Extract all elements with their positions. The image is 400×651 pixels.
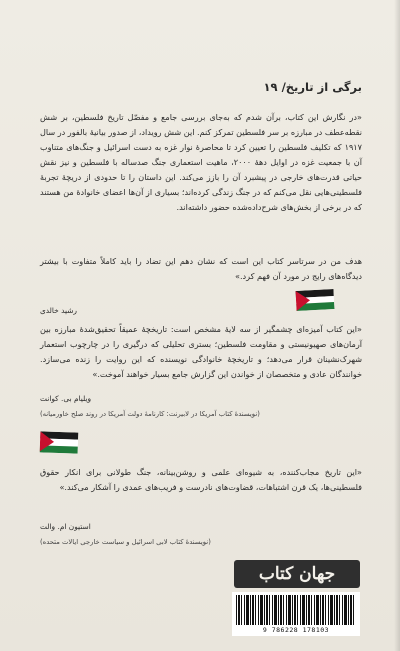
reviewer-credential-walt: (نویسندهٔ کتاب لابی اسرائیل و سیاست خارجی ایالات متحده)	[40, 538, 211, 546]
author-quote-paragraph: «در نگارش این کتاب، برآن شدم که به‌جای بررسی جامع و مفصّل تاریخ فلسطین، بر شش نقطه‌عطف در مبارزه بر سر فلسطین تمرکز کنم. این شش رویداد، از صدور بیانیهٔ بالفور در سال ۱۹۱۷ که تکلیف فلسطین را تعیین کرد تا محاصرهٔ نوار غزه به دست اسرائیل و جنگ‌های متناوب آن با جمعیت غزه در اوایل دههٔ ۲۰۰۰، ماهیت استعماری جنگ صدساله با فلسطین و نیز نقش حیاتی قدرت‌های خارجی در پیشبرد آن را بازز می‌کند. این داستان را تا حدودی از دریچهٔ تجربهٔ فلسطینی‌هایی نقل می‌کنم که در جنگ زندگی کرده‌اند؛ بسیاری از آن‌ها اعضای خانوادهٔ من هستند که در برخی از بخش‌های شرح‌داده‌شده حضور داشته‌اند.	[40, 112, 362, 212]
series-title: برگی از تاریخ/ ۱۹	[263, 80, 362, 94]
palestine-flag-icon	[40, 431, 79, 453]
spine-shadow	[394, 0, 400, 651]
isbn-barcode	[232, 592, 360, 636]
author-signature-rashid-khalidi: رشید خالدی	[40, 306, 77, 315]
reviewer-name-walt: استیون ام. والت	[40, 522, 91, 531]
publisher-logo: جهان کتاب	[234, 560, 360, 588]
review-quote-walt: «این تاریخ مجاب‌کننده، به شیوه‌ای علمی و روشن‌بینانه، جنگ طولانی برای انکار حقوق فلسطینی‌ها، یک قرن اشتباهات، قضاوت‌های نادرست و فریب‌های عمدی را آشکار می‌کند.»	[40, 467, 362, 492]
author-quote-conclusion: هدف من در سرتاسر کتاب این است که نشان دهم این تضاد را باید کاملاً متفاوت با بیشتر دیدگاه‌های رایج در مورد آن فهم کرد.»	[40, 256, 362, 281]
reviewer-credential-quandt: (نویسندهٔ کتاب آمریکا در لابیرنت: کارنامهٔ دولت آمریکا در روند صلح خاورمیانه)	[40, 410, 260, 418]
review-quote-quandt: «این کتاب آمیزه‌ای چشمگیر از سه لایهٔ مشخص است: تاریخچهٔ عمیقاً تحقیق‌شدهٔ مبارزه بین آرمان‌های صهیونیستی و مقاومت فلسطین؛ بستری تحلیلی که درگیری را در چارچوب استعمار شهرک‌نشینان قرار می‌دهد؛ و تاریخچهٔ خانوادگی نویسنده که این روایت را زنده می‌سازد. خوانندگان عادی و متخصصان از خواندن این گزارش جامع بسیار خواهند آموخت.»	[40, 324, 362, 379]
palestine-flag-icon	[296, 289, 335, 311]
reviewer-name-quandt: ویلیام بی. کوانت	[40, 394, 92, 403]
barcode-number: 9 786228 178103	[262, 626, 330, 634]
barcode-bars	[236, 595, 356, 625]
